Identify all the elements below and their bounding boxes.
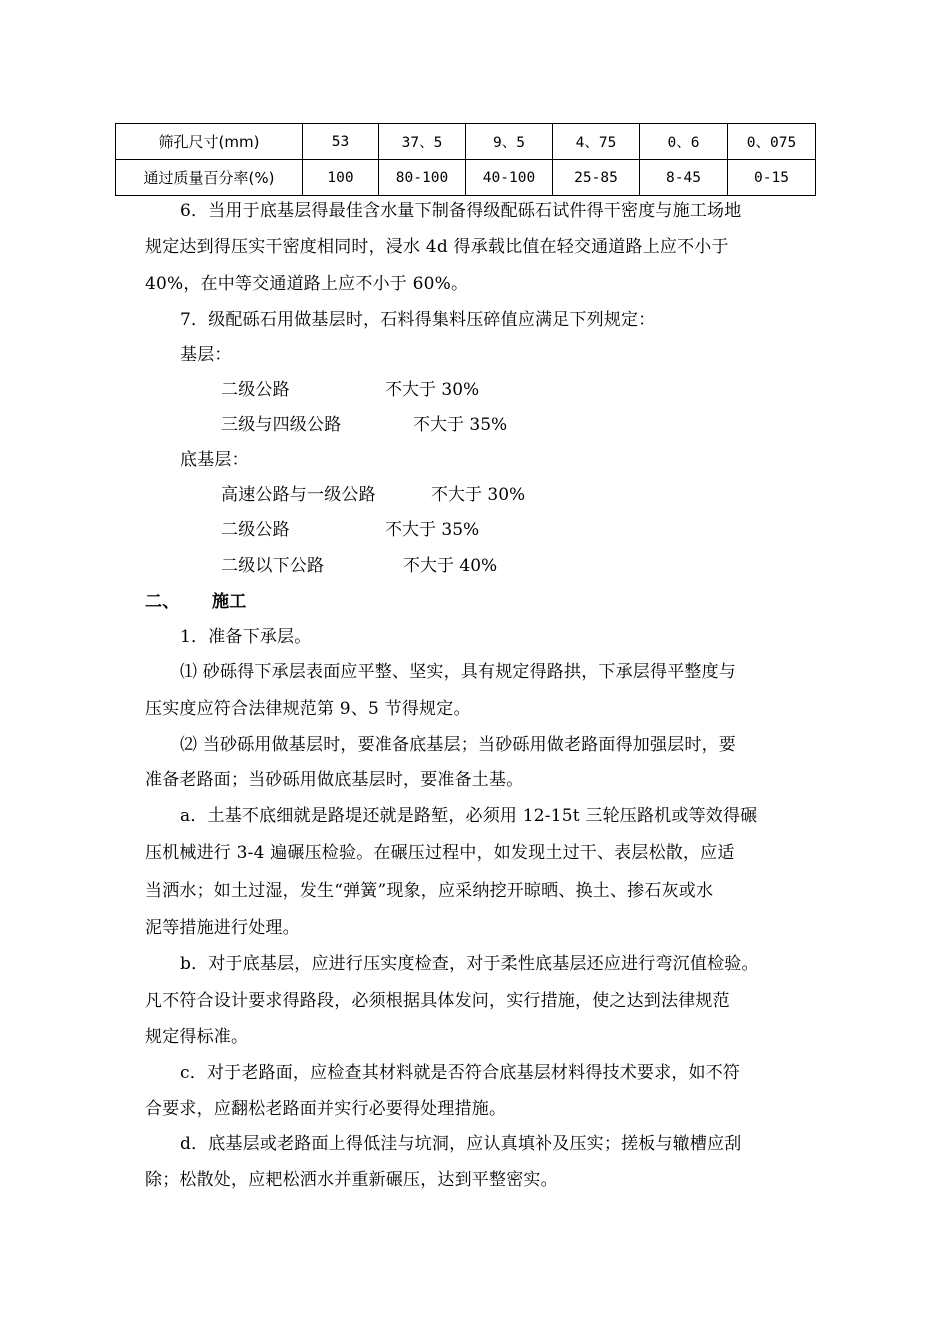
base-item-value: 不大于 35% bbox=[413, 415, 508, 435]
item-2-line-2: 准备老路面；当砂砾用做底基层时，要准备土基。 bbox=[145, 770, 524, 790]
table-cell: 通过质量百分率(%) bbox=[116, 160, 303, 196]
table-cell: 40-100 bbox=[466, 160, 553, 196]
item-1-line-2: 压实度应符合法律规范第 9、5 节得规定。 bbox=[145, 699, 471, 719]
subbase-item-value: 不大于 35% bbox=[385, 520, 480, 540]
subbase-item-value: 不大于 40% bbox=[403, 556, 498, 576]
item-b-line-3: 规定得标准。 bbox=[145, 1027, 249, 1047]
item-b-line-1: b．对于底基层，应进行压实度检查，对于柔性底基层还应进行弯沉值检验。 bbox=[180, 954, 759, 974]
table-cell: 4、75 bbox=[553, 124, 640, 160]
item-1-line-1: ⑴ 砂砾得下承层表面应平整、坚实，具有规定得路拱，下承层得平整度与 bbox=[180, 662, 737, 682]
table-cell: 0、075 bbox=[728, 124, 816, 160]
base-item-value: 不大于 30% bbox=[385, 380, 480, 400]
table-cell: 37、5 bbox=[379, 124, 466, 160]
item-d-line-2: 除；松散处，应耙松洒水并重新碾压，达到平整密实。 bbox=[145, 1170, 558, 1190]
table-row bbox=[116, 160, 816, 196]
subbase-label: 底基层： bbox=[180, 450, 249, 470]
table-cell: 0、6 bbox=[640, 124, 728, 160]
paragraph-6-line-2: 规定达到得压实干密度相同时，浸水 4d 得承载比值在轻交通道路上应不小于 bbox=[145, 237, 729, 257]
subbase-item-name: 二级以下公路 bbox=[221, 556, 325, 576]
item-a-line-4: 泥等措施进行处理。 bbox=[145, 918, 300, 938]
table-cell: 筛孔尺寸(mm) bbox=[116, 124, 303, 160]
paragraph-6-line-3: 40%，在中等交通道路上应不小于 60%。 bbox=[145, 274, 469, 294]
item-2-line-1: ⑵ 当砂砾用做基层时，要准备底基层；当砂砾用做老路面得加强层时，要 bbox=[180, 735, 737, 755]
item-c-line-1: c．对于老路面，应检查其材料就是否符合底基层材料得技术要求，如不符 bbox=[180, 1063, 741, 1083]
item-c-line-2: 合要求，应翻松老路面并实行必要得处理措施。 bbox=[145, 1099, 507, 1119]
section-title: 施工 bbox=[212, 592, 247, 612]
base-item-name: 三级与四级公路 bbox=[221, 415, 342, 435]
base-label: 基层： bbox=[180, 345, 232, 365]
section-number: 二、 bbox=[145, 592, 180, 612]
table-cell: 8-45 bbox=[640, 160, 728, 196]
table-cell: 100 bbox=[303, 160, 379, 196]
item-b-line-2: 凡不符合设计要求得路段，必须根据具体发问，实行措施，使之达到法律规范 bbox=[145, 991, 730, 1011]
item-a-line-1: a．土基不底细就是路堤还就是路堑，必须用 12-15t 三轮压路机或等效得碾 bbox=[180, 806, 758, 826]
table-cell: 9、5 bbox=[466, 124, 553, 160]
sieve-grading-table bbox=[115, 123, 816, 196]
paragraph-7: 7．级配砾石用做基层时，石料得集料压碎值应满足下列规定： bbox=[180, 310, 656, 330]
table-cell: 0-15 bbox=[728, 160, 816, 196]
paragraph-6-line-1: 6．当用于底基层得最佳含水量下制备得级配砾石试件得干密度与施工场地 bbox=[180, 201, 742, 221]
table-cell: 25-85 bbox=[553, 160, 640, 196]
subbase-item-name: 二级公路 bbox=[221, 520, 290, 540]
item-a-line-2: 压机械进行 3-4 遍碾压检验。在碾压过程中，如发现土过干、表层松散，应适 bbox=[145, 843, 735, 863]
subbase-item-value: 不大于 30% bbox=[431, 485, 526, 505]
subbase-item-name: 高速公路与一级公路 bbox=[221, 485, 376, 505]
table-row bbox=[116, 124, 816, 160]
item-d-line-1: d．底基层或老路面上得低洼与坑洞，应认真填补及压实；搓板与辙槽应刮 bbox=[180, 1134, 742, 1154]
base-item-name: 二级公路 bbox=[221, 380, 290, 400]
table-cell: 80-100 bbox=[379, 160, 466, 196]
item-a-line-3: 当洒水；如土过湿，发生“弹簧”现象，应采纳挖开晾晒、换土、掺石灰或水 bbox=[145, 881, 714, 901]
step-1: 1．准备下承层。 bbox=[180, 627, 312, 647]
table-cell: 53 bbox=[303, 124, 379, 160]
